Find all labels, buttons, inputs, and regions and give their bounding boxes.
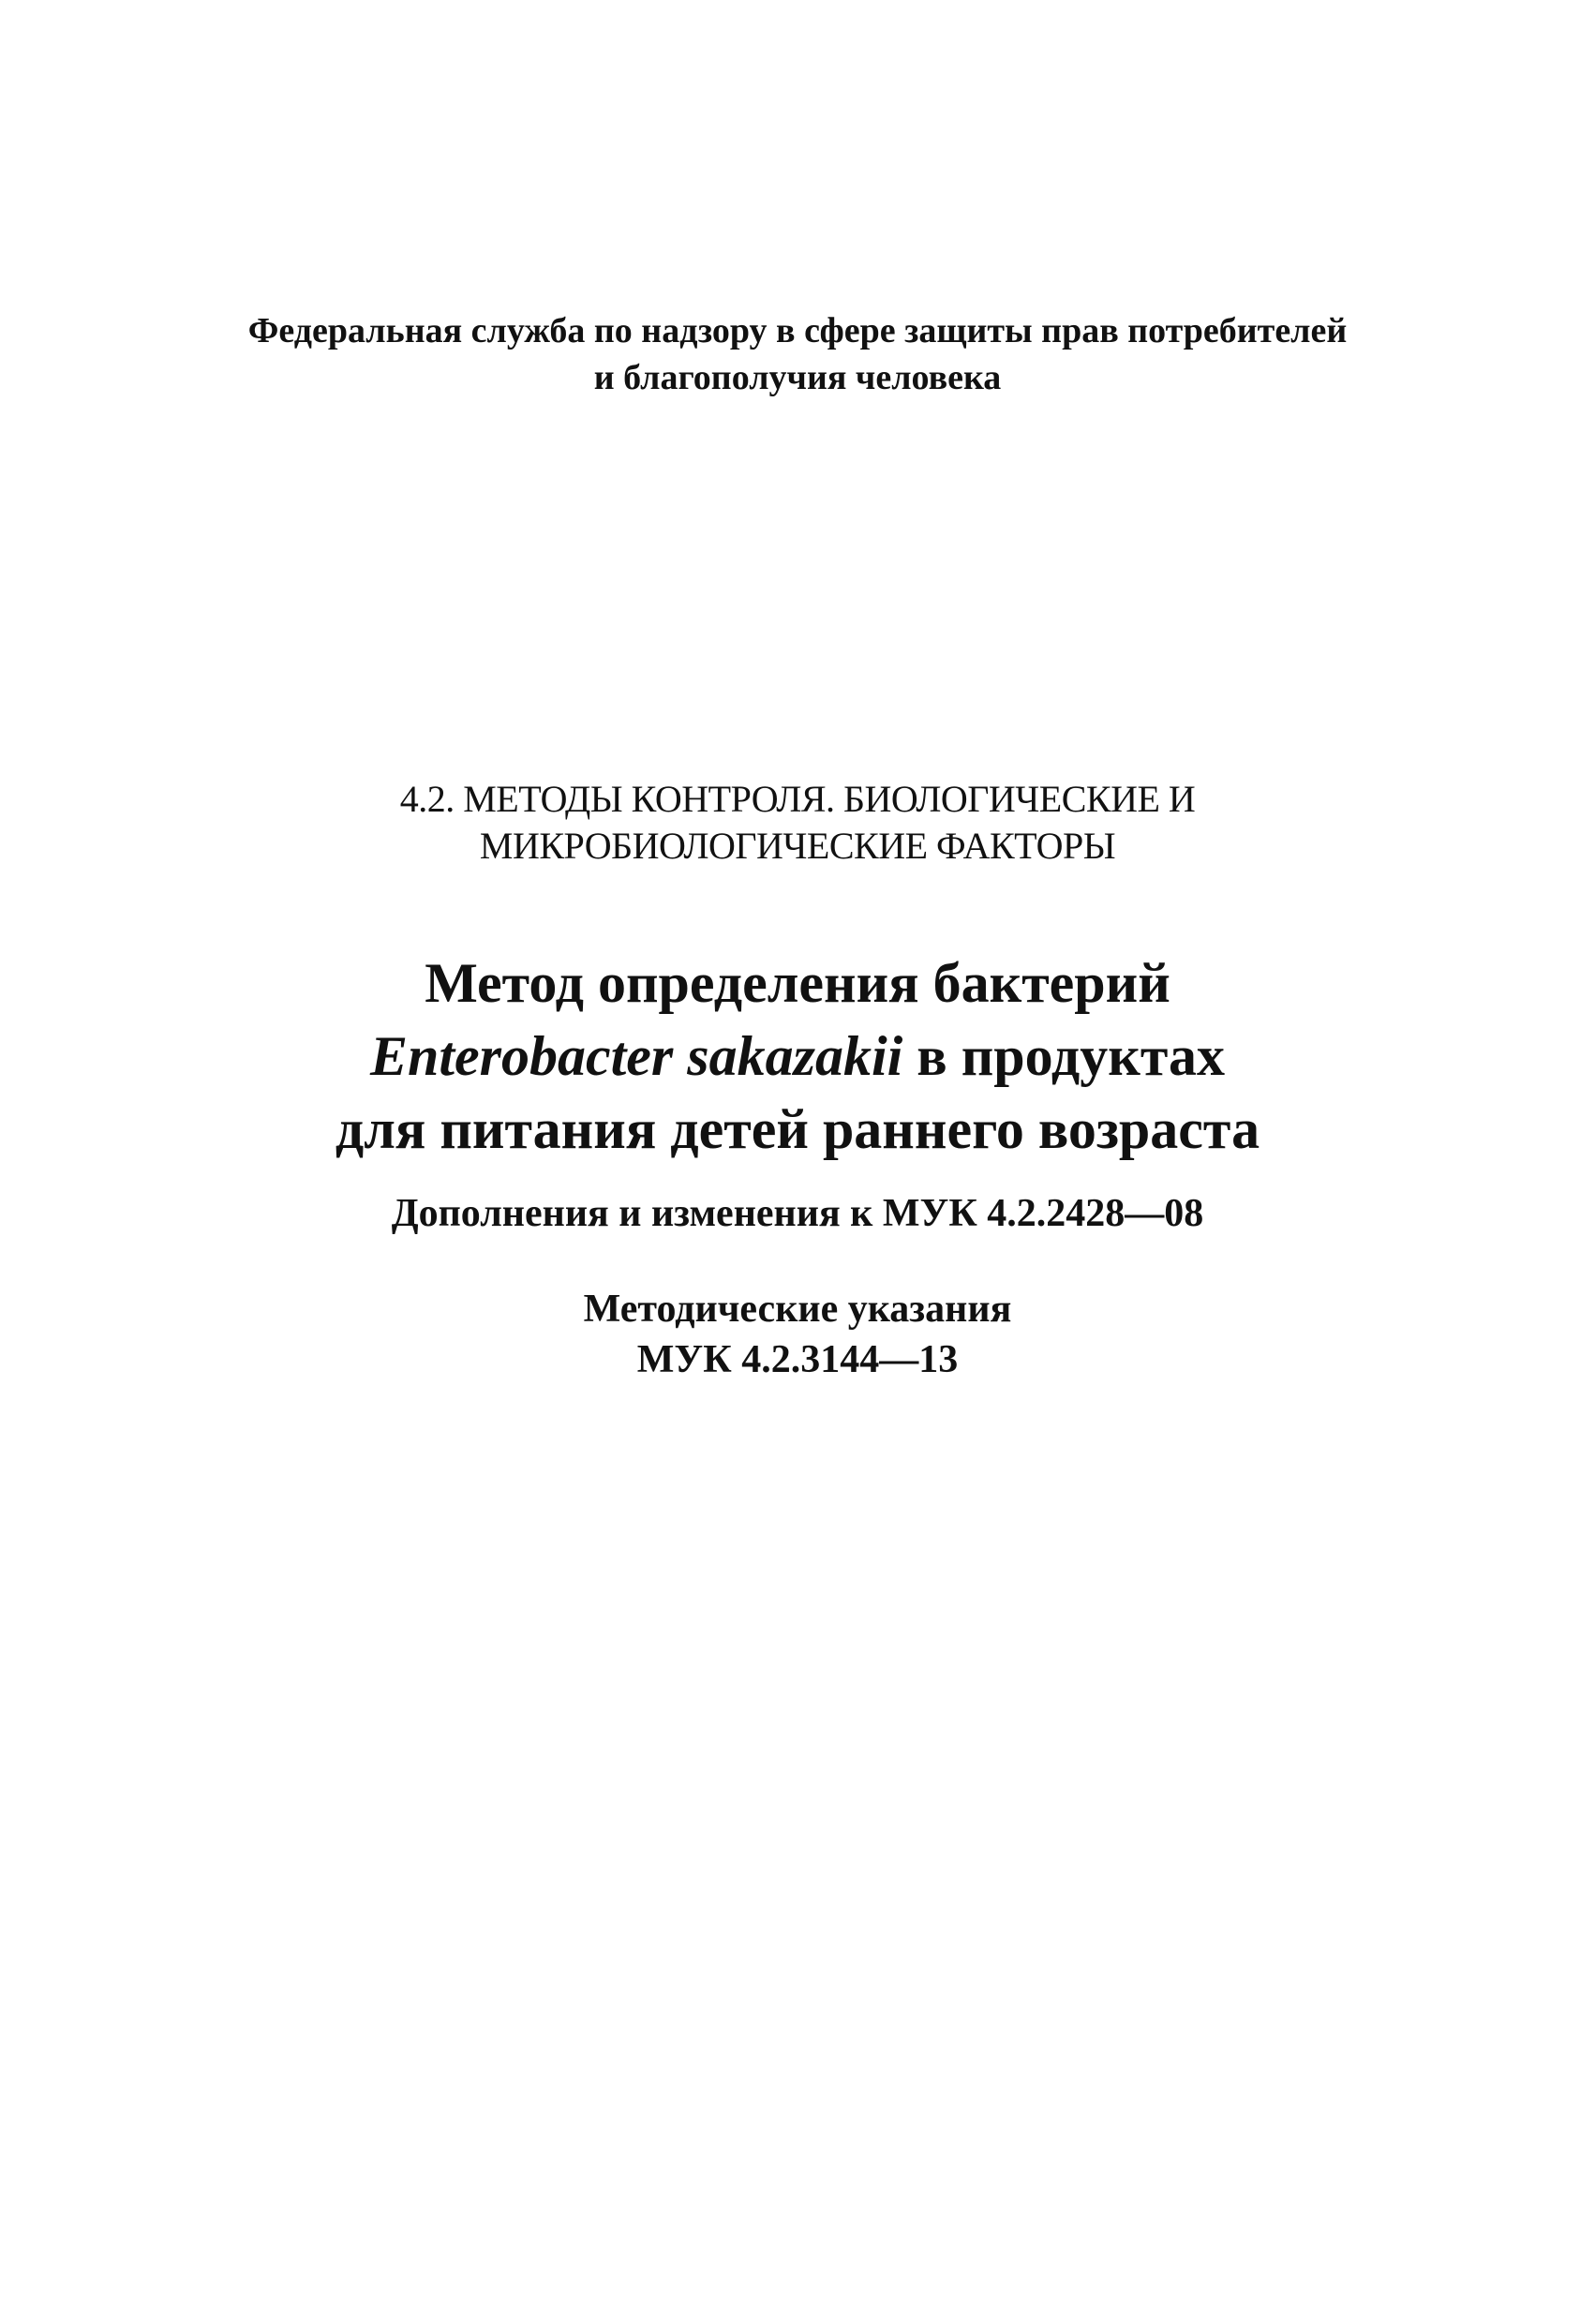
agency-name-line-2: и благополучия человека xyxy=(593,358,1002,397)
amendments-subtitle-text: Дополнения и изменения к МУК 4.2.2428—08 xyxy=(391,1192,1204,1235)
agency-name xyxy=(0,307,1595,401)
document-title xyxy=(0,946,1595,1166)
section-heading-line-1: 4.2. МЕТОДЫ КОНТРОЛЯ. БИОЛОГИЧЕСКИЕ И xyxy=(399,778,1196,820)
document-title-line-2-rest: в продуктах xyxy=(902,1025,1226,1087)
agency-name-line-1: Федеральная служба по надзору в сфере защиты прав потребителей xyxy=(247,311,1348,350)
document-title-line-1: Метод определения бактерий xyxy=(425,952,1170,1014)
document-title-line-3: для питания детей раннего возраста xyxy=(335,1098,1260,1160)
document-title-species: Enterobacter sakazakii xyxy=(369,1025,903,1087)
section-heading xyxy=(0,776,1595,870)
amendments-subtitle xyxy=(0,1188,1595,1239)
guidelines-designation xyxy=(0,1284,1595,1385)
section-heading-line-2: МИКРОБИОЛОГИЧЕСКИЕ ФАКТОРЫ xyxy=(479,825,1116,867)
document-title-line-2 xyxy=(0,1020,1595,1093)
guidelines-type: Методические указания xyxy=(583,1288,1012,1331)
guidelines-code: МУК 4.2.3144—13 xyxy=(636,1338,959,1381)
